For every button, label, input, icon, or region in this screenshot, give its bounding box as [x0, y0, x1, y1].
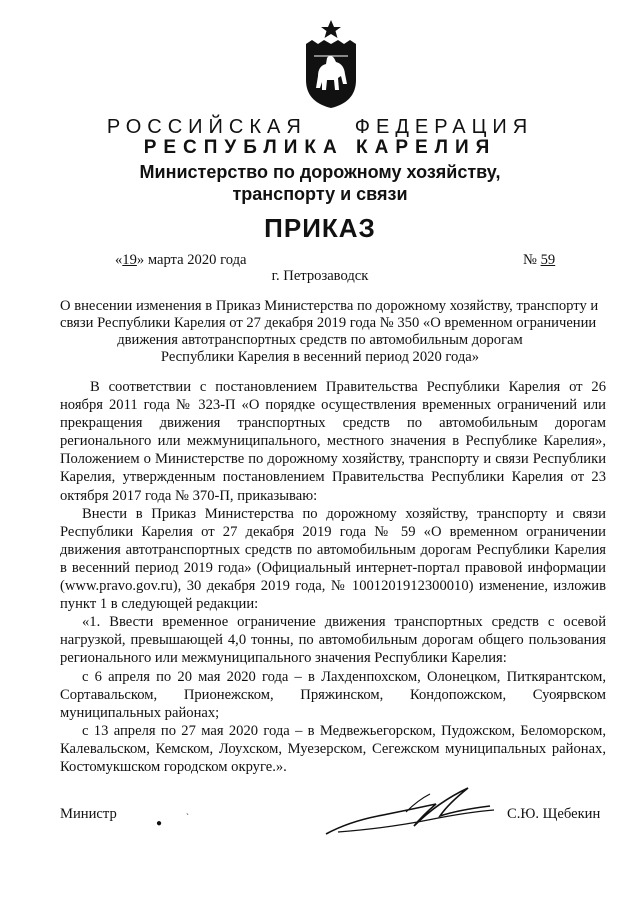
heading-word-russian: РОССИЙСКАЯ: [106, 116, 307, 138]
subject-line: движения автотранспортных средств по автомобильным дорогам: [117, 332, 523, 348]
order-city: г. Петрозаводск: [271, 268, 369, 284]
body-paragraph-period-1: с 6 апреля по 20 мая 2020 года – в Лахденпохском, Олонецком, Питкярантском, Сортавальском, Прионежском, Пряжинском, Кондопожском, Суоярвском муниципальных районах;: [60, 668, 606, 721]
signatory-name: С.Ю. Щебекин: [507, 806, 601, 822]
body-paragraph-period-2: с 13 апреля по 27 мая 2020 года – в Медвежьегорском, Пудожском, Беломорском, Калевальском, Кемском, Лоухском, Муезерском, Сегежском муниципальных районах, Костомукшском городском округе.».: [60, 722, 606, 775]
document-type-title: ПРИКАЗ: [264, 213, 376, 243]
republic-heading: РЕСПУБЛИКА КАРЕЛИЯ: [143, 137, 497, 158]
scan-speck: ˋ: [186, 812, 189, 822]
order-number-value: 59: [540, 252, 556, 268]
scan-speck: ●: [156, 818, 163, 829]
handwritten-signature: [318, 782, 498, 842]
ministry-name-line1: Министерство по дорожному хозяйству,: [139, 162, 501, 182]
order-subject: [60, 298, 599, 366]
order-date: «19» марта 2020 года: [115, 252, 247, 268]
subject-line: связи Республики Карелия от 27 декабря 2019 года № 350 «О временном ограничении: [60, 315, 597, 331]
subject-line: Республики Карелия в весенний период 2020 года»: [160, 349, 480, 365]
body-paragraph-amendment: Внести в Приказ Министерства по дорожному хозяйству, транспорту и связи Республики Карелия от 27 декабря 2019 года № 59 «О временном ограничении движения автотранспортных средств по автомобильным дорогам Республики Карелия в весенний период 2019 года» (Официальный интернет-портал правовой информации (www.pravo.gov.ru), 30 декабря 2019 года, № 1001201912300010) изменение, изложив пункт 1 в следующей редакции:: [60, 505, 606, 613]
heading-word-federation: ФЕДЕРАЦИЯ: [354, 116, 534, 138]
federation-heading: [0, 116, 640, 139]
coat-of-arms-emblem: [300, 18, 362, 110]
order-day: 19: [122, 252, 137, 268]
body-paragraph-clause-1: «1. Ввести временное ограничение движения транспортных средств с осевой нагрузкой, превышающей 4,0 тонны, по автомобильным дорогам общего пользования регионального или межмуниципального значения Республики Карелия:: [60, 614, 606, 667]
subject-line: О внесении изменения в Приказ Министерства по дорожному хозяйству, транспорту и: [60, 298, 599, 314]
signatory-position: Министр: [60, 806, 117, 822]
body-paragraph-basis: В соответствии с постановлением Правительства Республики Карелия от 26 ноября 2011 года № 323-П «О порядке осуществления временных ограничений или прекращения движения транспортных средств по автомобильным дорогам регионального или межмуниципального, местного значения в Республике Карелия», Положением о Министерстве по дорожному хозяйству, транспорту и связи Республики Карелия, утвержденным постановлением Правительства Республики Карелия от 23 октября 2017 года № 370-П, приказываю:: [60, 379, 606, 504]
ministry-name-line2: транспорту и связи: [232, 184, 408, 204]
order-number: № 59: [523, 252, 556, 268]
order-body: [60, 378, 606, 776]
